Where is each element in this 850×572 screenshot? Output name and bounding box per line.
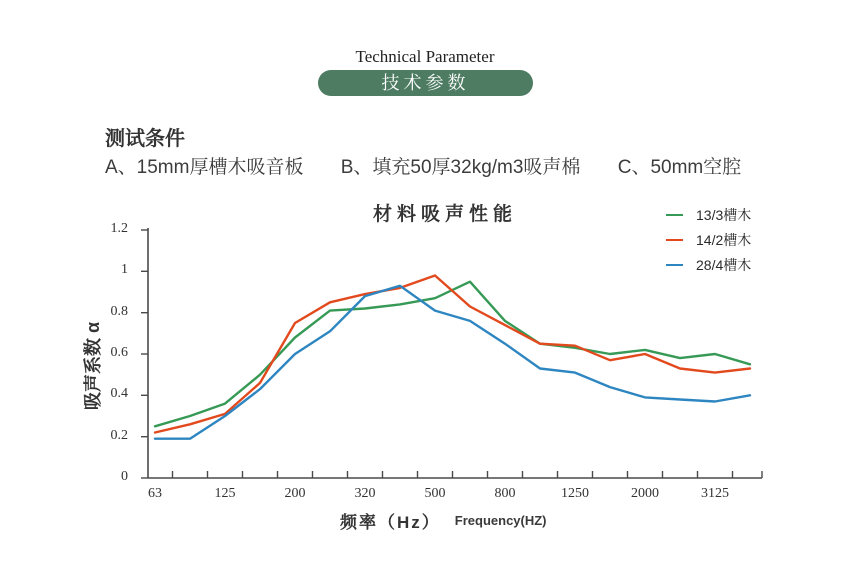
y-axis-tick-label: 0.8: [110, 303, 128, 319]
x-axis-tick-label: 2000: [631, 486, 659, 501]
legend-item: [666, 227, 751, 252]
legend-label: 14/2槽木: [696, 231, 752, 248]
legend-line-swatch-green: [666, 214, 683, 216]
chart-title: 材料吸声性能: [372, 204, 517, 225]
x-axis-tick-label: 320: [354, 486, 376, 501]
x-axis-tick-label: 200: [284, 486, 306, 501]
x-axis-title: [340, 508, 547, 533]
condition-item-a: A、15mm厚槽木吸音板: [105, 157, 304, 178]
y-axis-title: 吸声系数 α: [83, 321, 103, 411]
chart-legend: [666, 202, 751, 277]
page-title: Technical Parameter: [355, 47, 495, 66]
condition-item-b: B、填充50厚32kg/m3吸声棉: [340, 157, 581, 178]
series-line-2: [155, 286, 750, 439]
x-axis-title-en: Frequency(HZ): [454, 513, 547, 528]
y-axis-tick-label: 1: [121, 262, 128, 278]
x-axis-tick-label: 1250: [561, 486, 589, 501]
y-axis-tick-label: 0.4: [110, 386, 128, 402]
legend-item: [666, 252, 751, 277]
x-axis-tick-label: 125: [214, 486, 236, 501]
legend-line-swatch-red: [666, 239, 683, 241]
x-axis-tick-label: 63: [148, 486, 162, 501]
y-axis-tick-label: 1.2: [110, 221, 128, 236]
x-axis-tick-label: 500: [424, 486, 446, 501]
y-axis-tick-label: 0.2: [110, 427, 128, 443]
series-line-0: [155, 282, 750, 427]
y-axis-tick-label: 0: [121, 469, 128, 484]
legend-line-swatch-blue: [666, 264, 683, 266]
badge-pill: 技术参数: [318, 70, 533, 96]
test-conditions-heading: 测试条件: [105, 128, 185, 150]
condition-item-c: C、50mm空腔: [617, 157, 742, 178]
legend-item: [666, 202, 751, 227]
x-axis-tick-label: 800: [494, 486, 516, 501]
x-axis-title-cn: 频率（Hz）: [340, 513, 441, 532]
y-axis-tick-label: 0.6: [110, 345, 128, 360]
legend-label: 13/3槽木: [696, 206, 752, 223]
legend-label: 28/4槽木: [696, 256, 752, 273]
x-axis-tick-label: 3125: [701, 486, 729, 501]
